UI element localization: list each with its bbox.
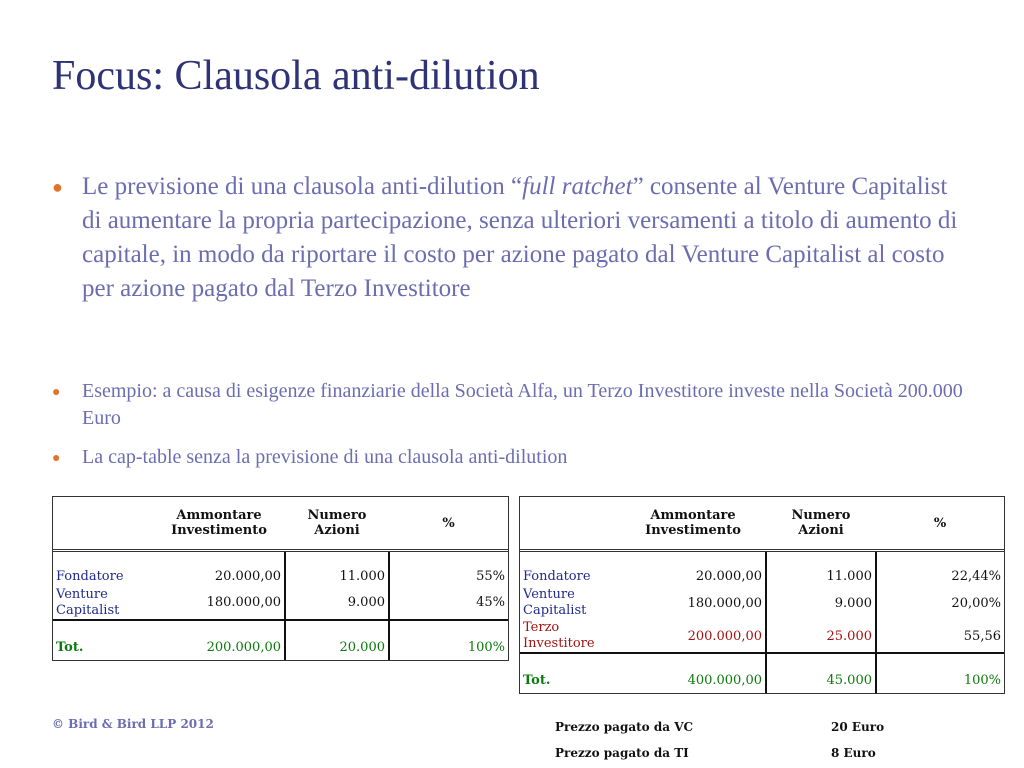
price-vc-label: Prezzo pagato da VC (555, 720, 694, 734)
table-row (53, 566, 508, 586)
total-label: Tot. (523, 672, 551, 688)
bullet-text-part: Le previsione di una clausola anti-dilution “ (82, 173, 523, 200)
header-pct: % (442, 515, 455, 531)
bullet-text: La cap-table senza la previsione di una clausola anti-dilution (82, 446, 568, 468)
header-pct: % (933, 515, 947, 531)
row-pct: 45% (476, 595, 505, 610)
slide-title: Focus: Clausola anti-dilution (52, 53, 540, 99)
price-ti-label: Prezzo pagato da TI (555, 746, 689, 760)
row-pct: 55% (476, 568, 505, 584)
row-amount: 180.000,00 (620, 586, 766, 620)
row-label: Venture Capitalist (523, 587, 587, 618)
bullet-dot-icon: ● (52, 177, 63, 197)
total-pct: 100% (963, 672, 1001, 688)
total-amount: 400.000,00 (620, 667, 766, 693)
table-row (53, 586, 508, 620)
row-shares: 9.000 (285, 586, 389, 620)
header-amount: Ammontare Investimento (171, 508, 267, 538)
table-row (520, 620, 1004, 653)
bullet-text: Esempio: a causa di esigenze finanziarie della Società Alfa, un Terzo Investitore investe nella Società 200.000 Euro (82, 380, 963, 429)
table-total-row (520, 667, 1004, 693)
bullet-dot-icon: ● (52, 385, 61, 400)
bullet-text-emphasis: full ratchet (522, 173, 633, 200)
cap-table-right (519, 496, 1005, 694)
row-label: Venture Capitalist (56, 586, 120, 618)
table-header (53, 497, 508, 551)
header-shares: Numero Azioni (791, 508, 851, 538)
row-amount: 20.000,00 (620, 566, 766, 586)
header-empty (520, 497, 620, 551)
row-pct: 20,00% (951, 595, 1001, 611)
row-shares: 11.000 (766, 566, 876, 586)
total-shares: 45.000 (766, 667, 876, 693)
bullet-text (82, 170, 972, 306)
row-pct: 22,44% (951, 568, 1001, 584)
row-label: Terzo Investitore (523, 620, 595, 651)
total-amount: 200.000,00 (153, 634, 285, 660)
table-row (520, 566, 1004, 586)
header-amount: Ammontare Investimento (645, 508, 741, 538)
bullet-text-part: ” consente al Venture Capitalist di aumentare la propria partecipazione, senza ulteriori versamenti a titolo di aumento di capitale, in modo da riportare il costo per azione pagato dal Venture Capitalist al costo per azione pagato dal Terzo Investitore (82, 173, 958, 302)
row-shares: 25.000 (766, 620, 876, 653)
total-shares: 20.000 (285, 634, 389, 660)
header-shares: Numero Azioni (307, 508, 367, 538)
price-ti-value: 8 Euro (831, 746, 876, 760)
price-vc-value: 20 Euro (831, 720, 885, 734)
total-label: Tot. (56, 639, 84, 655)
row-shares: 9.000 (766, 586, 876, 620)
copyright-footer: © Bird & Bird LLP 2012 (52, 717, 214, 731)
bullet-dot-icon: ● (52, 451, 61, 466)
header-empty (53, 497, 153, 551)
cap-table-left (52, 496, 509, 661)
total-pct: 100% (467, 639, 505, 655)
row-label: Fondatore (523, 568, 591, 584)
row-amount: 180.000,00 (153, 586, 285, 620)
row-pct: 55,56 (963, 628, 1001, 644)
row-amount: 200.000,00 (620, 620, 766, 653)
table-total-row (53, 634, 508, 660)
row-label: Fondatore (56, 568, 124, 584)
table-row (520, 586, 1004, 620)
row-amount: 20.000,00 (153, 566, 285, 586)
row-shares: 11.000 (285, 566, 389, 586)
table-header (520, 497, 1004, 551)
